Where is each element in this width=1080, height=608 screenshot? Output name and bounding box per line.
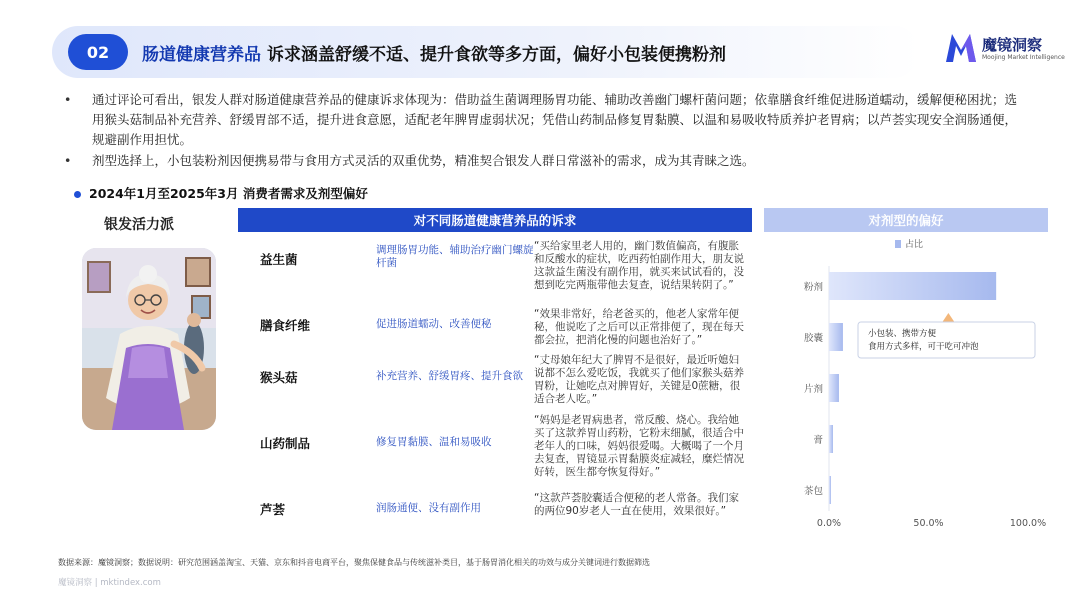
chart-title: 对剂型的偏好 [764,208,1048,232]
callout-pointer-icon [942,313,954,322]
bullet-dot-icon [74,191,81,198]
x-tick-label: 0.0% [816,518,842,529]
legend-swatch [895,240,901,248]
product-name: 山药制品 [260,436,311,451]
m-logo-icon [944,32,978,64]
category-label: 胶囊 [803,333,823,344]
bar-茶包 [829,476,831,504]
summary-bullet: • 剂型选择上，小包装粉剂因便携易带与食用方式灵活的双重优势，精准契合银发人群日常滋补的需求，成为其青睐之选。 [64,151,1024,171]
page-title-summary: 诉求涵盖舒缓不适、提升食欲等多方面，偏好小包装便携粉剂 [267,45,726,65]
product-review-quote: “丈母娘年纪大了脾胃不是很好，最近听媳妇说都不怎么爱吃饭，我就买了他们家猴头菇养胃粉，让她吃点对脾胃好，关键是0蔗糖，很适合老人吃。” [534,354,744,405]
persona-label: 银发活力派 [104,217,174,233]
x-tick-label: 50.0% [913,518,944,529]
product-review-quote: “效果非常好，给老爸买的，他老人家常年便秘，他说吃了之后可以正常排便了，现在每天都会拉，把消化慢的问题也治好了。” [534,308,744,346]
page-title-topic: 肠道健康营养品 [142,45,261,65]
product-review-quote: “妈妈是老胃病患者，常反酸、烧心。我给她买了这款养胃山药粉，它粉末细腻，很适合中老年人的口味，妈妈很爱喝。大概喝了一个月去复查，胃镜显示胃黏膜炎症减轻，糜烂情况好转，医生都夸恢复得好。” [534,414,744,478]
product-claim: 润肠通便、没有副作用 [376,502,481,514]
product-name: 益生菌 [260,252,298,267]
callout-box [858,322,1035,358]
section-subheading-text: 2024年1月至2025年3月 消费者需求及剂型偏好 [89,186,368,201]
product-name: 芦荟 [260,502,286,517]
footer-watermark: 魔镜洞察 | mktindex.com [58,578,161,588]
category-label: 粉剂 [803,282,823,293]
product-claim: 调理肠胃功能、辅助治疗幽门螺旋杆菌 [376,244,534,269]
needs-table-header: 对不同肠道健康营养品的诉求 [238,208,752,232]
product-review-quote: “这款芦荟胶囊适合便秘的老人常备。我们家的两位90岁老人一直在使用，效果很好。” [534,492,739,517]
summary-bullet: • 通过评论可看出，银发人群对肠道健康营养品的健康诉求体现为：借助益生菌调理肠胃功能、辅助改善幽门螺杆菌问题；依靠膳食纤维促进肠道蠕动，缓解便秘困扰；选用猴头菇制品补充营养、舒缓胃部不适，提升进食意愿，适配老年脾胃虚弱状况；凭借山药制品修复胃黏膜、以温和易吸收特质养护老胃病；以芦荟实现安全润肠通便，规避副作用担忧。 [64,90,1024,150]
dosage-form-preference-chart [764,232,1064,534]
product-claim: 补充营养、舒缓胃疼、提升食欲 [376,370,523,382]
brand-logo [944,30,1064,70]
bar-胶囊 [829,323,843,351]
brand-subtitle: Moojing Market Intelligence [982,54,1065,61]
category-label: 膏 [813,435,823,446]
category-label: 茶包 [803,486,823,497]
product-name: 膳食纤维 [260,318,311,333]
legend-label: 占比 [905,240,924,250]
section-subheading [74,184,368,202]
elderly-woman-illustration [82,248,216,430]
product-claim: 修复胃黏膜、温和易吸收 [376,436,492,448]
page-title [142,40,726,65]
bar-膏 [829,425,833,453]
callout-text: 食用方式多样，可干吃可冲泡 [868,342,979,352]
summary-bullets [64,90,1024,172]
data-source-footnote: 数据来源：魔镜洞察；数据说明：研究范围涵盖淘宝、天猫、京东和抖音电商平台，聚焦保健食品与传统滋补类目，基于肠胃消化相关的功效与成分关键词进行数据筛选 [58,558,650,567]
product-claim: 促进肠道蠕动、改善便秘 [376,318,492,330]
bar-粉剂 [829,272,996,300]
brand-name: 魔镜洞察 [982,36,1043,54]
x-tick-label: 100.0% [1009,518,1047,529]
product-name: 猴头菇 [260,370,298,385]
bar-片剂 [829,374,839,402]
section-number-badge: 02 [68,34,128,70]
category-label: 片剂 [803,384,823,395]
product-review-quote: “买给家里老人用的，幽门数值偏高，有腹胀和反酸水的症状，吃西药怕副作用大，朋友说这款益生菌没有副作用，就买来试试看的，没想到吃完两瓶带他去复查，说结果转阴了。” [534,240,744,291]
callout-text: 小包装、携带方便 [868,329,937,339]
